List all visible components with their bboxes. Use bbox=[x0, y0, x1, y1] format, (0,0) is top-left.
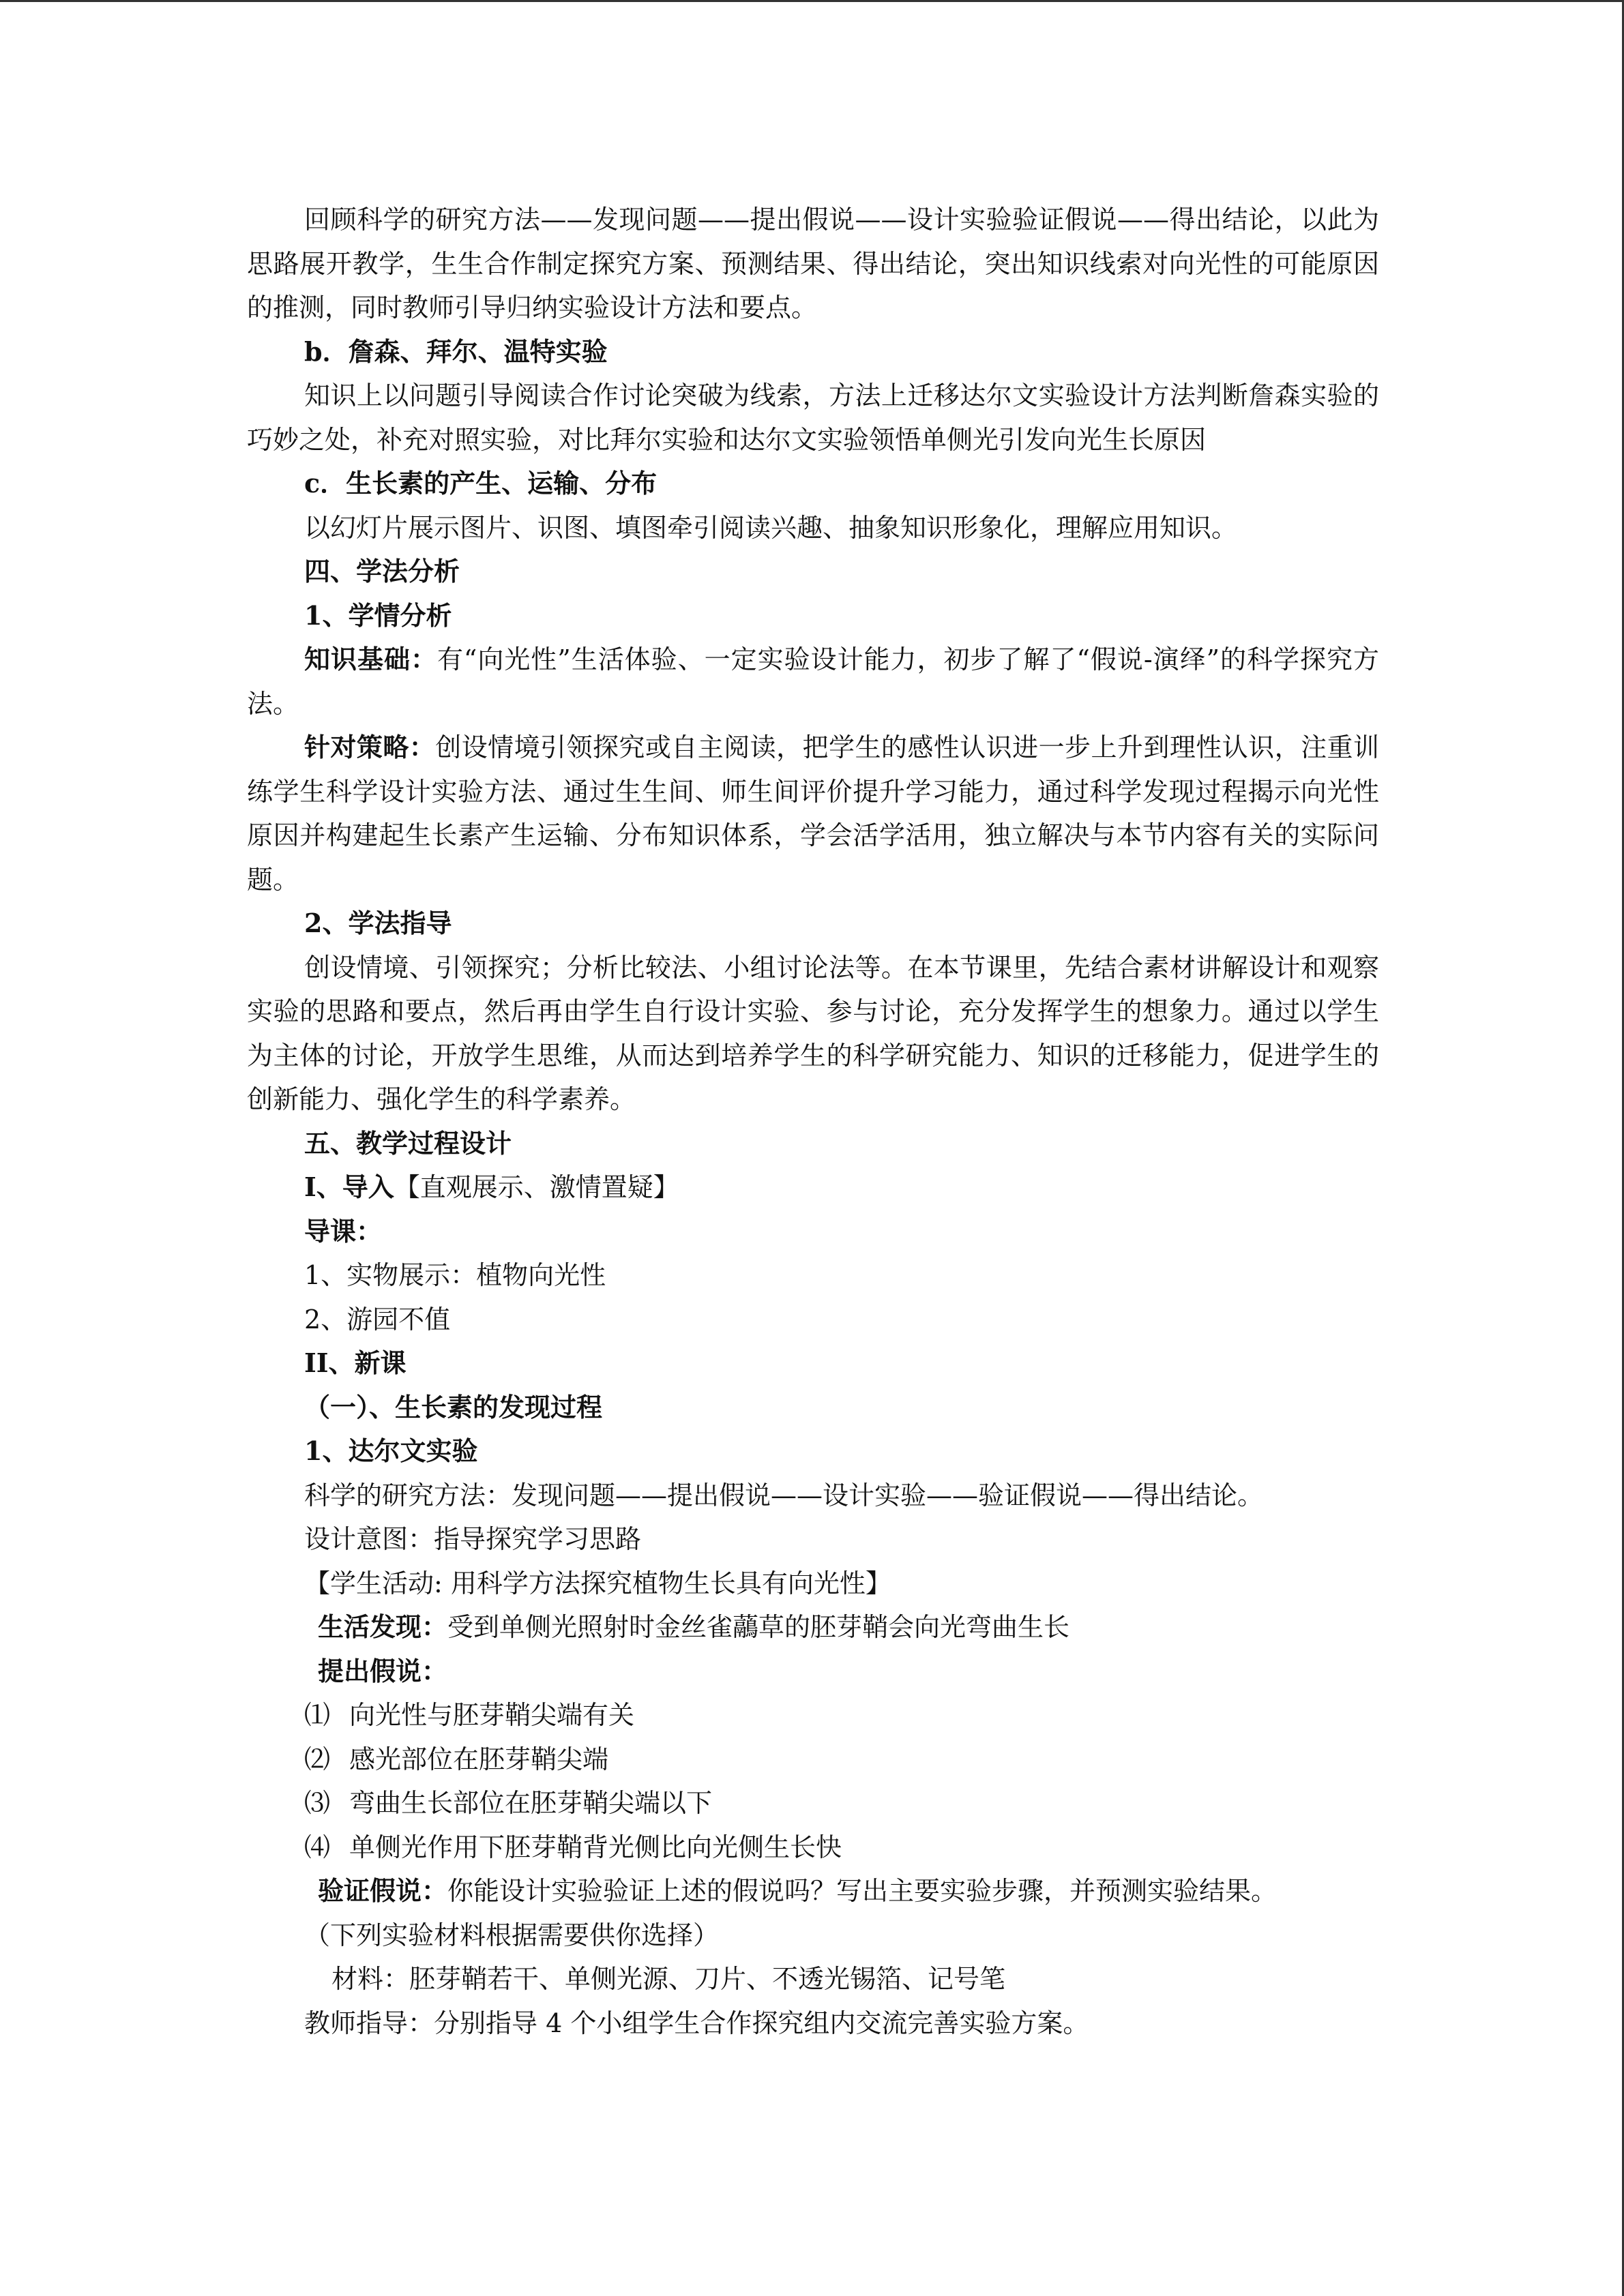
list-item-poem: 2、游园不值 bbox=[304, 1304, 451, 1335]
paragraph-strategy bbox=[247, 726, 1379, 901]
heading-introduction bbox=[247, 1165, 1379, 1210]
paragraph-knowledge-basis bbox=[247, 638, 1379, 726]
list-item-display: 1、实物展示：植物向光性 bbox=[304, 1260, 606, 1290]
label-knowledge-basis: 知识基础： bbox=[304, 644, 437, 674]
paragraph-slides: 以幻灯片展示图片、识图、填图牵引阅读兴趣、抽象知识形象化，理解应用知识。 bbox=[304, 512, 1238, 543]
introduction-title: I、导入 bbox=[304, 1172, 394, 1202]
list-item bbox=[247, 1693, 1379, 1738]
label-verify: 验证假说： bbox=[318, 1875, 448, 1906]
label-hypothesis: 提出假说： bbox=[318, 1655, 448, 1686]
text-strategy: 创设情境引领探究或自主阅读，把学生的感性认识进一步上升到理性认识，注重训练学生科学设计实验方法、通过生生间、师生间评价提升学习能力，通过科学发现过程揭示向光性原因并构建起生长素产生运输、分布知识体系，学会活学活用，独立解决与本节内容有关的实际问题。 bbox=[247, 732, 1379, 895]
list-number: ⑴ bbox=[304, 1700, 331, 1730]
label-life-discovery: 生活发现： bbox=[318, 1611, 448, 1642]
heading-jensen-experiment: b．詹森、拜尔、温特实验 bbox=[304, 336, 608, 367]
list-number: ⑵ bbox=[304, 1744, 331, 1774]
text-design-intent: 设计意图：指导探究学习思路 bbox=[304, 1524, 642, 1554]
paragraph-research-method: 回顾科学的研究方法——发现问题——提出假说——设计实验验证假说——得出结论，以此为思路展开教学，生生合作制定探究方案、预测结果、得出结论，突出知识线索对向光性的可能原因的推测，同时教师引导归纳实验设计方法和要点。 bbox=[247, 205, 1379, 323]
heading-teaching-process: 五、教学过程设计 bbox=[304, 1127, 512, 1159]
heading-learning-guide: 2、学法指导 bbox=[304, 908, 452, 938]
heading-new-lesson: II、新课 bbox=[304, 1347, 407, 1378]
list-text: 向光性与胚芽鞘尖端有关 bbox=[349, 1700, 635, 1730]
text-life-discovery bbox=[247, 1605, 1379, 1650]
list-number: ⑶ bbox=[304, 1788, 331, 1818]
text-scientific-method: 科学的研究方法：发现问题——提出假说——设计实验——验证假说——得出结论。 bbox=[304, 1480, 1264, 1510]
text-student-activity: 【学生活动: 用科学方法探究植物生长具有向光性】 bbox=[304, 1568, 891, 1598]
list-text: 弯曲生长部位在胚芽鞘尖端以下 bbox=[349, 1788, 713, 1818]
heading-auxin-discovery: （一）、生长素的发现过程 bbox=[304, 1391, 603, 1422]
page-top-border bbox=[0, 0, 1624, 2]
label-lead-in: 导课： bbox=[304, 1215, 383, 1247]
document-body bbox=[247, 198, 1379, 2045]
list-text: 感光部位在胚芽鞘尖端 bbox=[349, 1744, 609, 1774]
label-strategy: 针对策略： bbox=[304, 732, 436, 762]
text-verify-hypothesis bbox=[247, 1869, 1379, 1913]
list-text: 单侧光作用下胚芽鞘背光侧比向光侧生长快 bbox=[349, 1832, 842, 1862]
list-number: ⑷ bbox=[304, 1832, 331, 1862]
content-life-discovery: 受到单侧光照射时金丝雀虉草的胚芽鞘会向光弯曲生长 bbox=[447, 1612, 1070, 1642]
list-item bbox=[247, 1738, 1379, 1782]
text-knowledge-basis: 有“向光性”生活体验、一定实验设计能力，初步了解了“假说-演绎”的科学探究方法。 bbox=[247, 644, 1379, 719]
text-teacher-guide: 教师指导：分别指导 4 个小组学生合作探究组内交流完善实验方案。 bbox=[304, 2008, 1089, 2038]
content-verify: 你能设计实验验证上述的假说吗？写出主要实验步骤，并预测实验结果。 bbox=[447, 1876, 1278, 1906]
text-materials-note: （下列实验材料根据需要供你选择） bbox=[304, 1920, 720, 1950]
list-item bbox=[247, 1781, 1379, 1825]
list-item bbox=[247, 1825, 1379, 1870]
heading-student-analysis: 1、学情分析 bbox=[304, 599, 452, 631]
text-materials: 材料：胚芽鞘若干、单侧光源、刀片、不透光锡箔、记号笔 bbox=[331, 1964, 1006, 1994]
introduction-subtitle: 【直观展示、激情置疑】 bbox=[394, 1172, 679, 1202]
heading-auxin-production: c．生长素的产生、运输、分布 bbox=[304, 468, 658, 498]
heading-learning-analysis: 四、学法分析 bbox=[304, 556, 460, 586]
paragraph-jensen-method: 知识上以问题引导阅读合作讨论突破为线索，方法上迁移达尔文实验设计方法判断詹森实验的巧妙之处，补充对照实验，对比拜尔实验和达尔文实验领悟单侧光引发向光生长原因 bbox=[247, 381, 1379, 455]
heading-darwin-experiment: 1、达尔文实验 bbox=[304, 1435, 478, 1466]
paragraph-learning-guide: 创设情境、引领探究；分析比较法、小组讨论法等。在本节课里，先结合素材讲解设计和观察实验的思路和要点，然后再由学生自行设计实验、参与讨论，充分发挥学生的想象力。通过以学生为主体的讨论，开放学生思维，从而达到培养学生的科学研究能力、知识的迁移能力，促进学生的创新能力、强化学生的科学素养。 bbox=[247, 952, 1379, 1114]
